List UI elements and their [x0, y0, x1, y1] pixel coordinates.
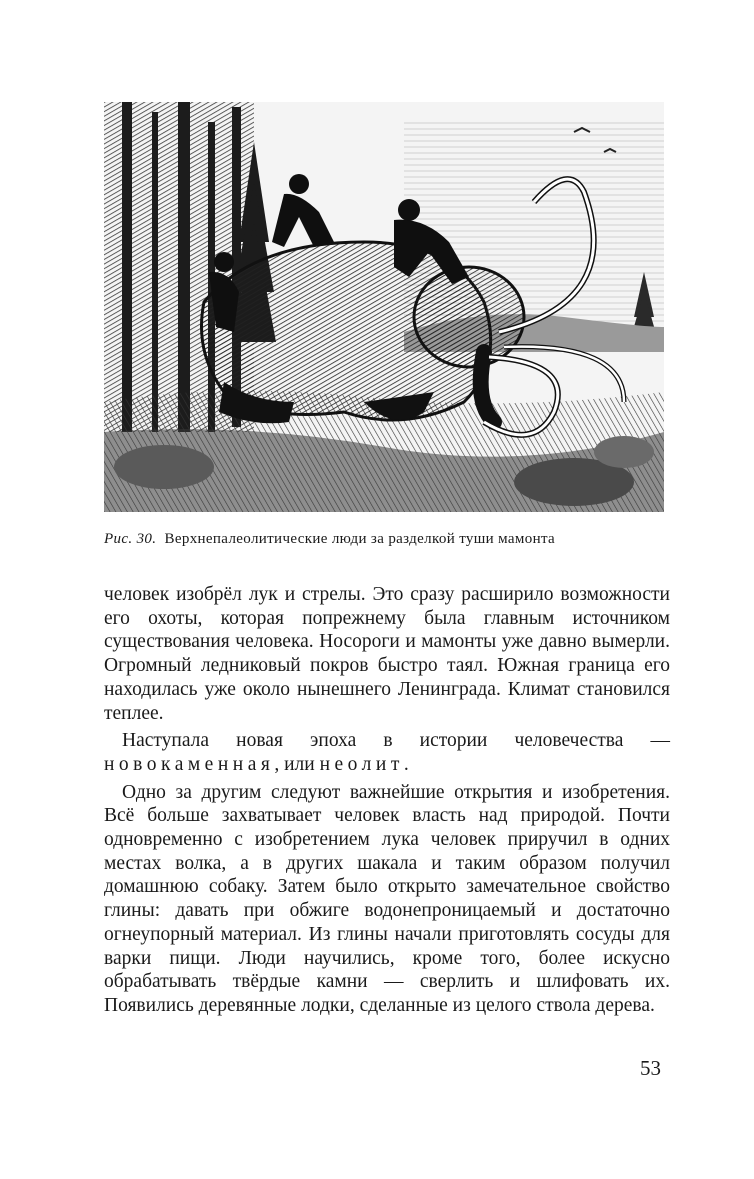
paragraph-2-end: .: [403, 753, 409, 775]
figure-caption: [104, 531, 684, 548]
paragraph-2-mid: , или: [274, 753, 315, 775]
page-number: 53: [640, 1056, 661, 1080]
body-text: [104, 583, 670, 1018]
paragraph-1: человек изобрёл лук и стрелы. Это сразу расширило возможности его охоты, которая попрежнему была главным источником существования человека. Носороги и мамонты уже давно вымерли. Огромный ледниковый покров быстро таял. Южная граница его находилась уже около нынешнего Ленинграда. Климат становился теплее.: [104, 584, 670, 724]
paragraph-3: Одно за другим следуют важнейшие открытия и изобретения. Всё больше захватывает человек власть над природой. Почти одновременно с изобретением лука человек приручил в одних местах волка, а в других шакала и таким образом получил домашнюю собаку. Затем было открыто замечательное свойство глины: давать при обжиге водонепроницаемый и достаточно огнеупорный материал. Из глины начали приготовлять сосуды для варки пищи. Люди научились, кроме того, более искусно обрабатывать твёрдые камни — сверлить и шлифовать их. Появились деревянные лодки, сделанные из целого ствола дерева.: [104, 781, 670, 1016]
paragraph-2: [104, 729, 670, 776]
term-neolithic-ru: новокаменная: [104, 753, 275, 775]
term-neolithic: неолит: [319, 753, 404, 775]
mammoth-hunt-illustration: [104, 102, 664, 512]
figure-caption-text: Верхнепалеолитические люди за разделкой туши мамонта: [164, 531, 556, 547]
figure-number: Рис. 30.: [104, 531, 157, 547]
paragraph-2-start: Наступала новая эпоха в истории человечества —: [122, 730, 670, 752]
illustration-drawing: [104, 102, 664, 512]
